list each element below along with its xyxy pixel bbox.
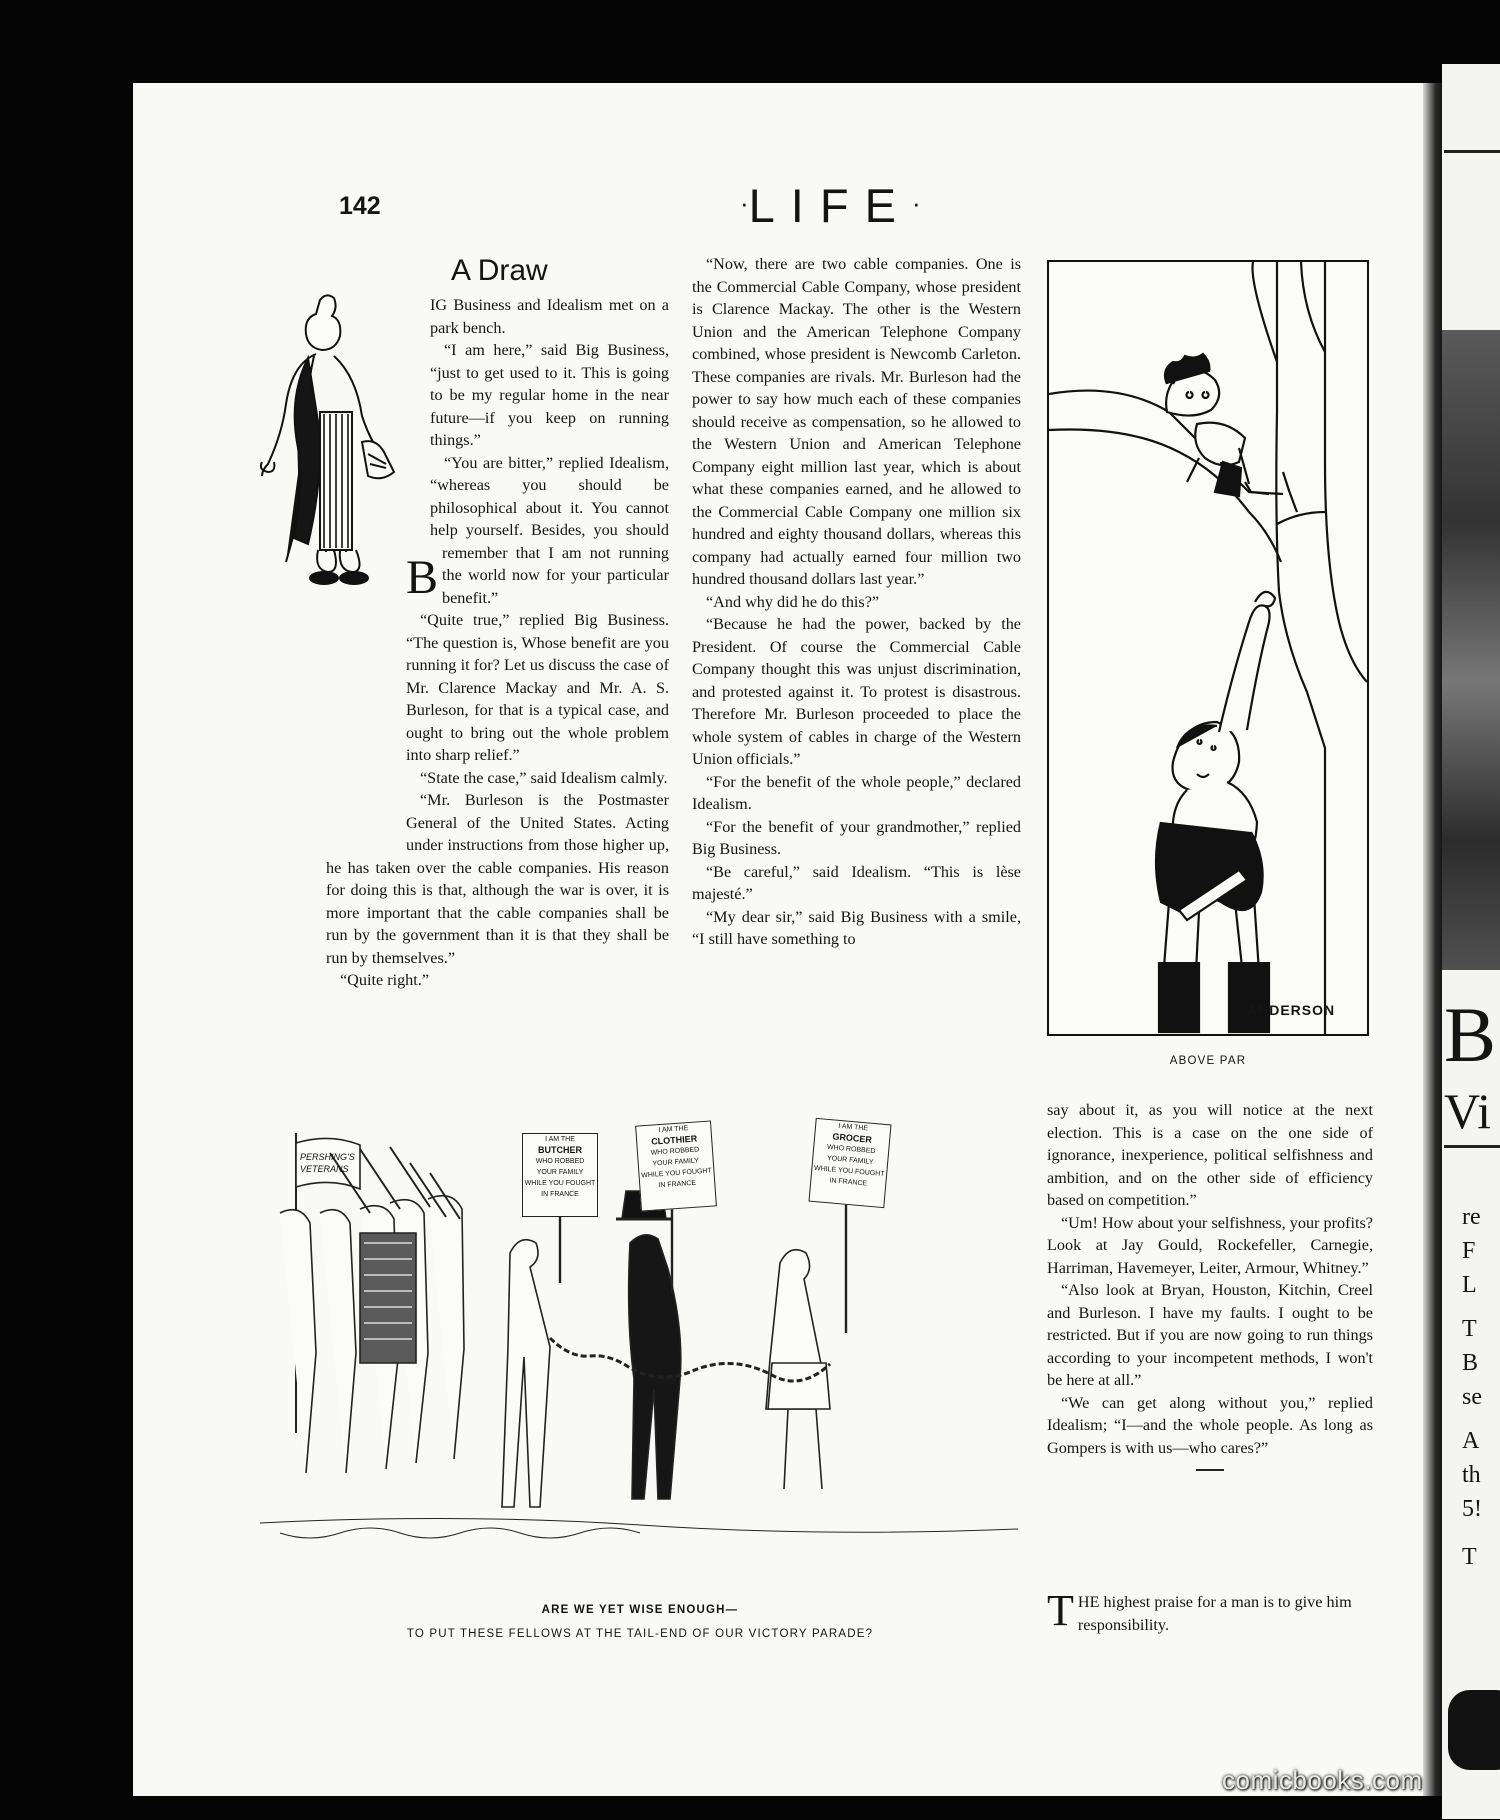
cartoon-above-par-caption: ABOVE PAR: [1169, 1055, 1247, 1067]
article-title: A Draw: [451, 254, 548, 287]
filler-drop-cap: T: [1047, 1586, 1074, 1635]
watermark: comicbooks.com: [1222, 1765, 1423, 1795]
page-gutter: [1423, 83, 1444, 1796]
article-paragraph: “Be careful,” said Idealism. “This is lèse majesté.”: [692, 862, 1021, 903]
article-paragraph: “Because he had the power, backed by the President. Of course the Commercial Cable Company thought this was unjust discrimination, and protested against it. To protest is disastrous. Therefore Mr. Burleson proceeded to place the whole system of cables in charge of the Western Union officials.”: [692, 615, 1021, 768]
article-paragraph: “For the benefit of the whole people,” declared Idealism.: [692, 772, 1021, 813]
cartoon-victory-parade: [260, 1122, 1018, 1563]
sign-butcher: I AM THE BUTCHER WHO ROBBED YOUR FAMILY WHILE YOU FOUGHT IN FRANCE: [522, 1133, 598, 1217]
article-column-2: [692, 253, 1021, 951]
facing-page-rule: [1444, 150, 1500, 153]
cartoon-above-par-drawing: [1049, 262, 1367, 1034]
masthead-title: LIFE: [748, 179, 912, 232]
article-paragraph: “Also look at Bryan, Houston, Kitchin, Creel and Burleson. I have my faults. I ought to be restricted. But if you are now going to run things according to your incompetent methods, I won't be here at all.”: [1047, 1281, 1373, 1389]
cartoon-victory-parade-drawing: [260, 1133, 1018, 1563]
masthead: ·LIFE·: [740, 179, 921, 232]
article-paragraph: “I am here,” said Big Business, “just to get used to it. This is going to be my regular home in the near future—if you keep on running things.”: [430, 341, 669, 449]
banner-label: PERSHING'S VETERANS: [300, 1152, 355, 1174]
facing-page-text-fragments: re F L T B se A th 5! T: [1462, 1204, 1482, 1570]
article-column-1: [326, 294, 669, 992]
section-divider: [1196, 1469, 1224, 1471]
article-paragraph: “And why did he do this?”: [706, 592, 880, 611]
filler-quote: [1047, 1586, 1373, 1636]
facing-page-photo: [1442, 330, 1500, 970]
facing-page-ad-badge: [1448, 1690, 1500, 1770]
article-paragraph: say about it, as you will notice at the next election. This is a case on the one side of ignorance, inexperience, political selfishness and ambition, and on the other side of efficiency based on competition.”: [1047, 1101, 1373, 1209]
article-paragraph: B IG Business and Idealism met on a park bench.: [406, 296, 669, 604]
cartoon-victory-parade-caption: [300, 1598, 980, 1646]
article-paragraph: “Um! How about your selfishness, your profits? Look at Jay Gould, Rockefeller, Carnegie, Harriman, Havemeyer, Leiter, Armour, Whitney.”: [1047, 1213, 1373, 1277]
article-column-3: [1047, 1099, 1373, 1471]
facing-page-big-vi: Vi: [1444, 1083, 1491, 1139]
article-paragraph: “We can get along without you,” replied Idealism; “I—and the whole people. As long as Gompers is with us—who cares?”: [1047, 1393, 1373, 1457]
drop-cap: B: [406, 551, 439, 604]
filler-text: HE highest praise for a man is to give him responsibility.: [1077, 1593, 1352, 1634]
facing-page-rule-2: [1444, 1145, 1500, 1148]
caption-line-2: TO PUT THESE FELLOWS AT THE TAIL-END OF OUR VICTORY PARADE?: [406, 1628, 874, 1640]
article-paragraph: “My dear sir,” said Big Business with a smile, “I still have something to: [692, 907, 1021, 948]
facing-page-big-b: B: [1444, 991, 1497, 1078]
article-paragraph: “For the benefit of your grandmother,” replied Big Business.: [692, 817, 1021, 858]
cartoon-signature: ANDERSON: [1247, 1002, 1336, 1018]
cartoon-above-par: [1047, 260, 1369, 1036]
sign-clothier: I AM THE CLOTHIER WHO ROBBED YOUR FAMILY WHILE YOU FOUGHT IN FRANCE: [635, 1120, 717, 1211]
article-paragraph: “State the case,” said Idealism calmly.: [420, 768, 668, 787]
article-paragraph: “Mr. Burleson is the Postmaster General of the United States. Acting under instructions from those higher up, he has taken over the cable companies. His reason for doing this is that, although the war is over, it is more important that the cable companies shall be run by the government than it is that they shall be run by themselves.”: [326, 791, 669, 967]
article-paragraph: “You are bitter,” replied Idealism, “whereas you should be philosophical about it. You cannot help yourself. Besides, you should remember that I am not running the world now for your particular benefit.”: [430, 453, 669, 607]
article-paragraph: “Now, there are two cable companies. One is the Commercial Cable Company, whose president is Clarence Mackay. The other is the Western Union and the American Telephone Company combined, whose president is Newcomb Carleton. These companies are rivals. Mr. Burleson had the power to say how much each of these companies should receive as compensation, so he allowed to the Western Union and American Telephone Company eight million last year, which is about what these companies earned, and he allowed to the Commercial Cable Company one million six hundred and eighty thousand dollars, whereas this company had actually earned four million two hundred thousand dollars last year.”: [692, 255, 1021, 588]
article-paragraph: “Quite true,” replied Big Business. “The question is, Whose benefit are you running it for? Let us discuss the case of Mr. Clarence Mackay and Mr. A. S. Burleson, for that is a typical case, and ought to bring out the whole problem into sharp relief.”: [406, 611, 669, 764]
caption-line-1: ARE WE YET WISE ENOUGH—: [541, 1604, 739, 1616]
article-paragraph: “Quite right.”: [340, 971, 429, 989]
sign-grocer: I AM THE GROCER WHO ROBBED YOUR FAMILY WHILE YOU FOUGHT IN FRANCE: [808, 1118, 891, 1208]
page-number: 142: [339, 192, 381, 220]
